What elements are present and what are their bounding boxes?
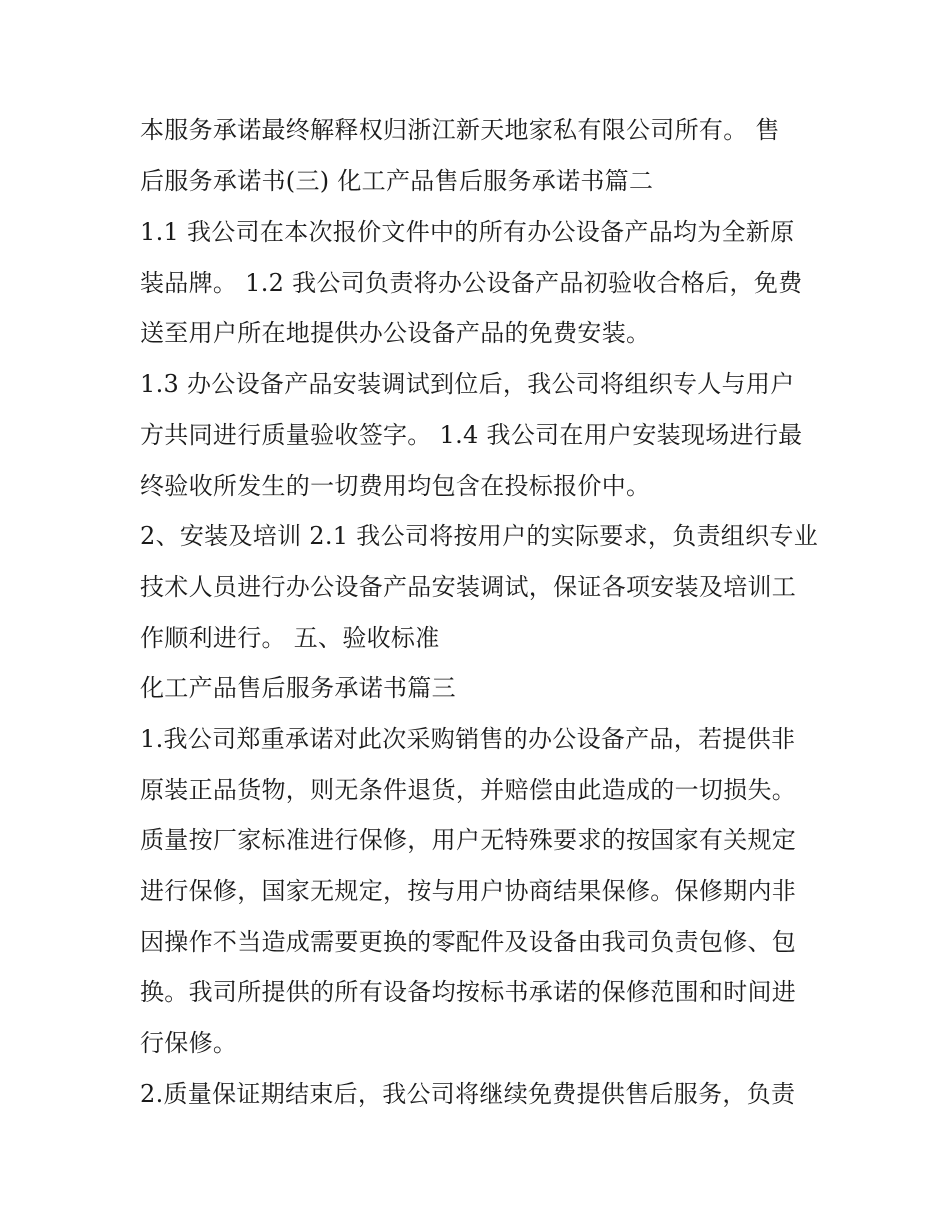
text-line: 进行保修，国家无规定，按与用户协商结果保修。保修期内非 [140, 877, 797, 905]
text-line: 1.我公司郑重承诺对此次采购销售的办公设备产品，若提供非 [140, 725, 796, 753]
text-line: 1.3 办公设备产品安装调试到位后，我公司将组织专人与用户 [140, 370, 795, 398]
text-line: 装品牌。 1.2 我公司负责将办公设备产品初验收合格后，免费 [140, 269, 803, 297]
text-line: 方共同进行质量验收签字。 1.4 我公司在用户安装现场进行最 [140, 421, 803, 449]
text-line: 换。我司所提供的所有设备均按标书承诺的保修范围和时间进 [140, 978, 797, 1006]
text-line: 本服务承诺最终解释权归浙江新天地家私有限公司所有。 售 [140, 116, 780, 144]
text-line: 行保修。 [140, 1029, 238, 1057]
text-line: 终验收所发生的一切费用均包含在投标报价中。 [140, 472, 651, 500]
text-line: 技术人员进行办公设备产品安装调试，保证各项安装及培训工 [140, 573, 797, 601]
text-line: 送至用户所在地提供办公设备产品的免费安装。 [140, 319, 651, 347]
text-line: 2.质量保证期结束后，我公司将继续免费提供售后服务，负责 [140, 1080, 796, 1108]
text-line: 质量按厂家标准进行保修，用户无特殊要求的按国家有关规定 [140, 826, 797, 854]
text-line: 因操作不当造成需要更换的零配件及设备由我司负责包修、包 [140, 928, 797, 956]
text-line: 原装正品货物，则无条件退货，并赔偿由此造成的一切损失。 [140, 776, 797, 804]
text-line: 1.1 我公司在本次报价文件中的所有办公设备产品均为全新原 [140, 218, 795, 246]
text-line: 后服务承诺书(三) 化工产品售后服务承诺书篇二 [140, 167, 654, 195]
text-line: 作顺利进行。 五、验收标准 [140, 624, 440, 652]
text-line: 2、安装及培训 2.1 我公司将按用户的实际要求，负责组织专业 [140, 522, 818, 550]
section-heading: 化工产品售后服务承诺书篇三 [140, 674, 456, 702]
